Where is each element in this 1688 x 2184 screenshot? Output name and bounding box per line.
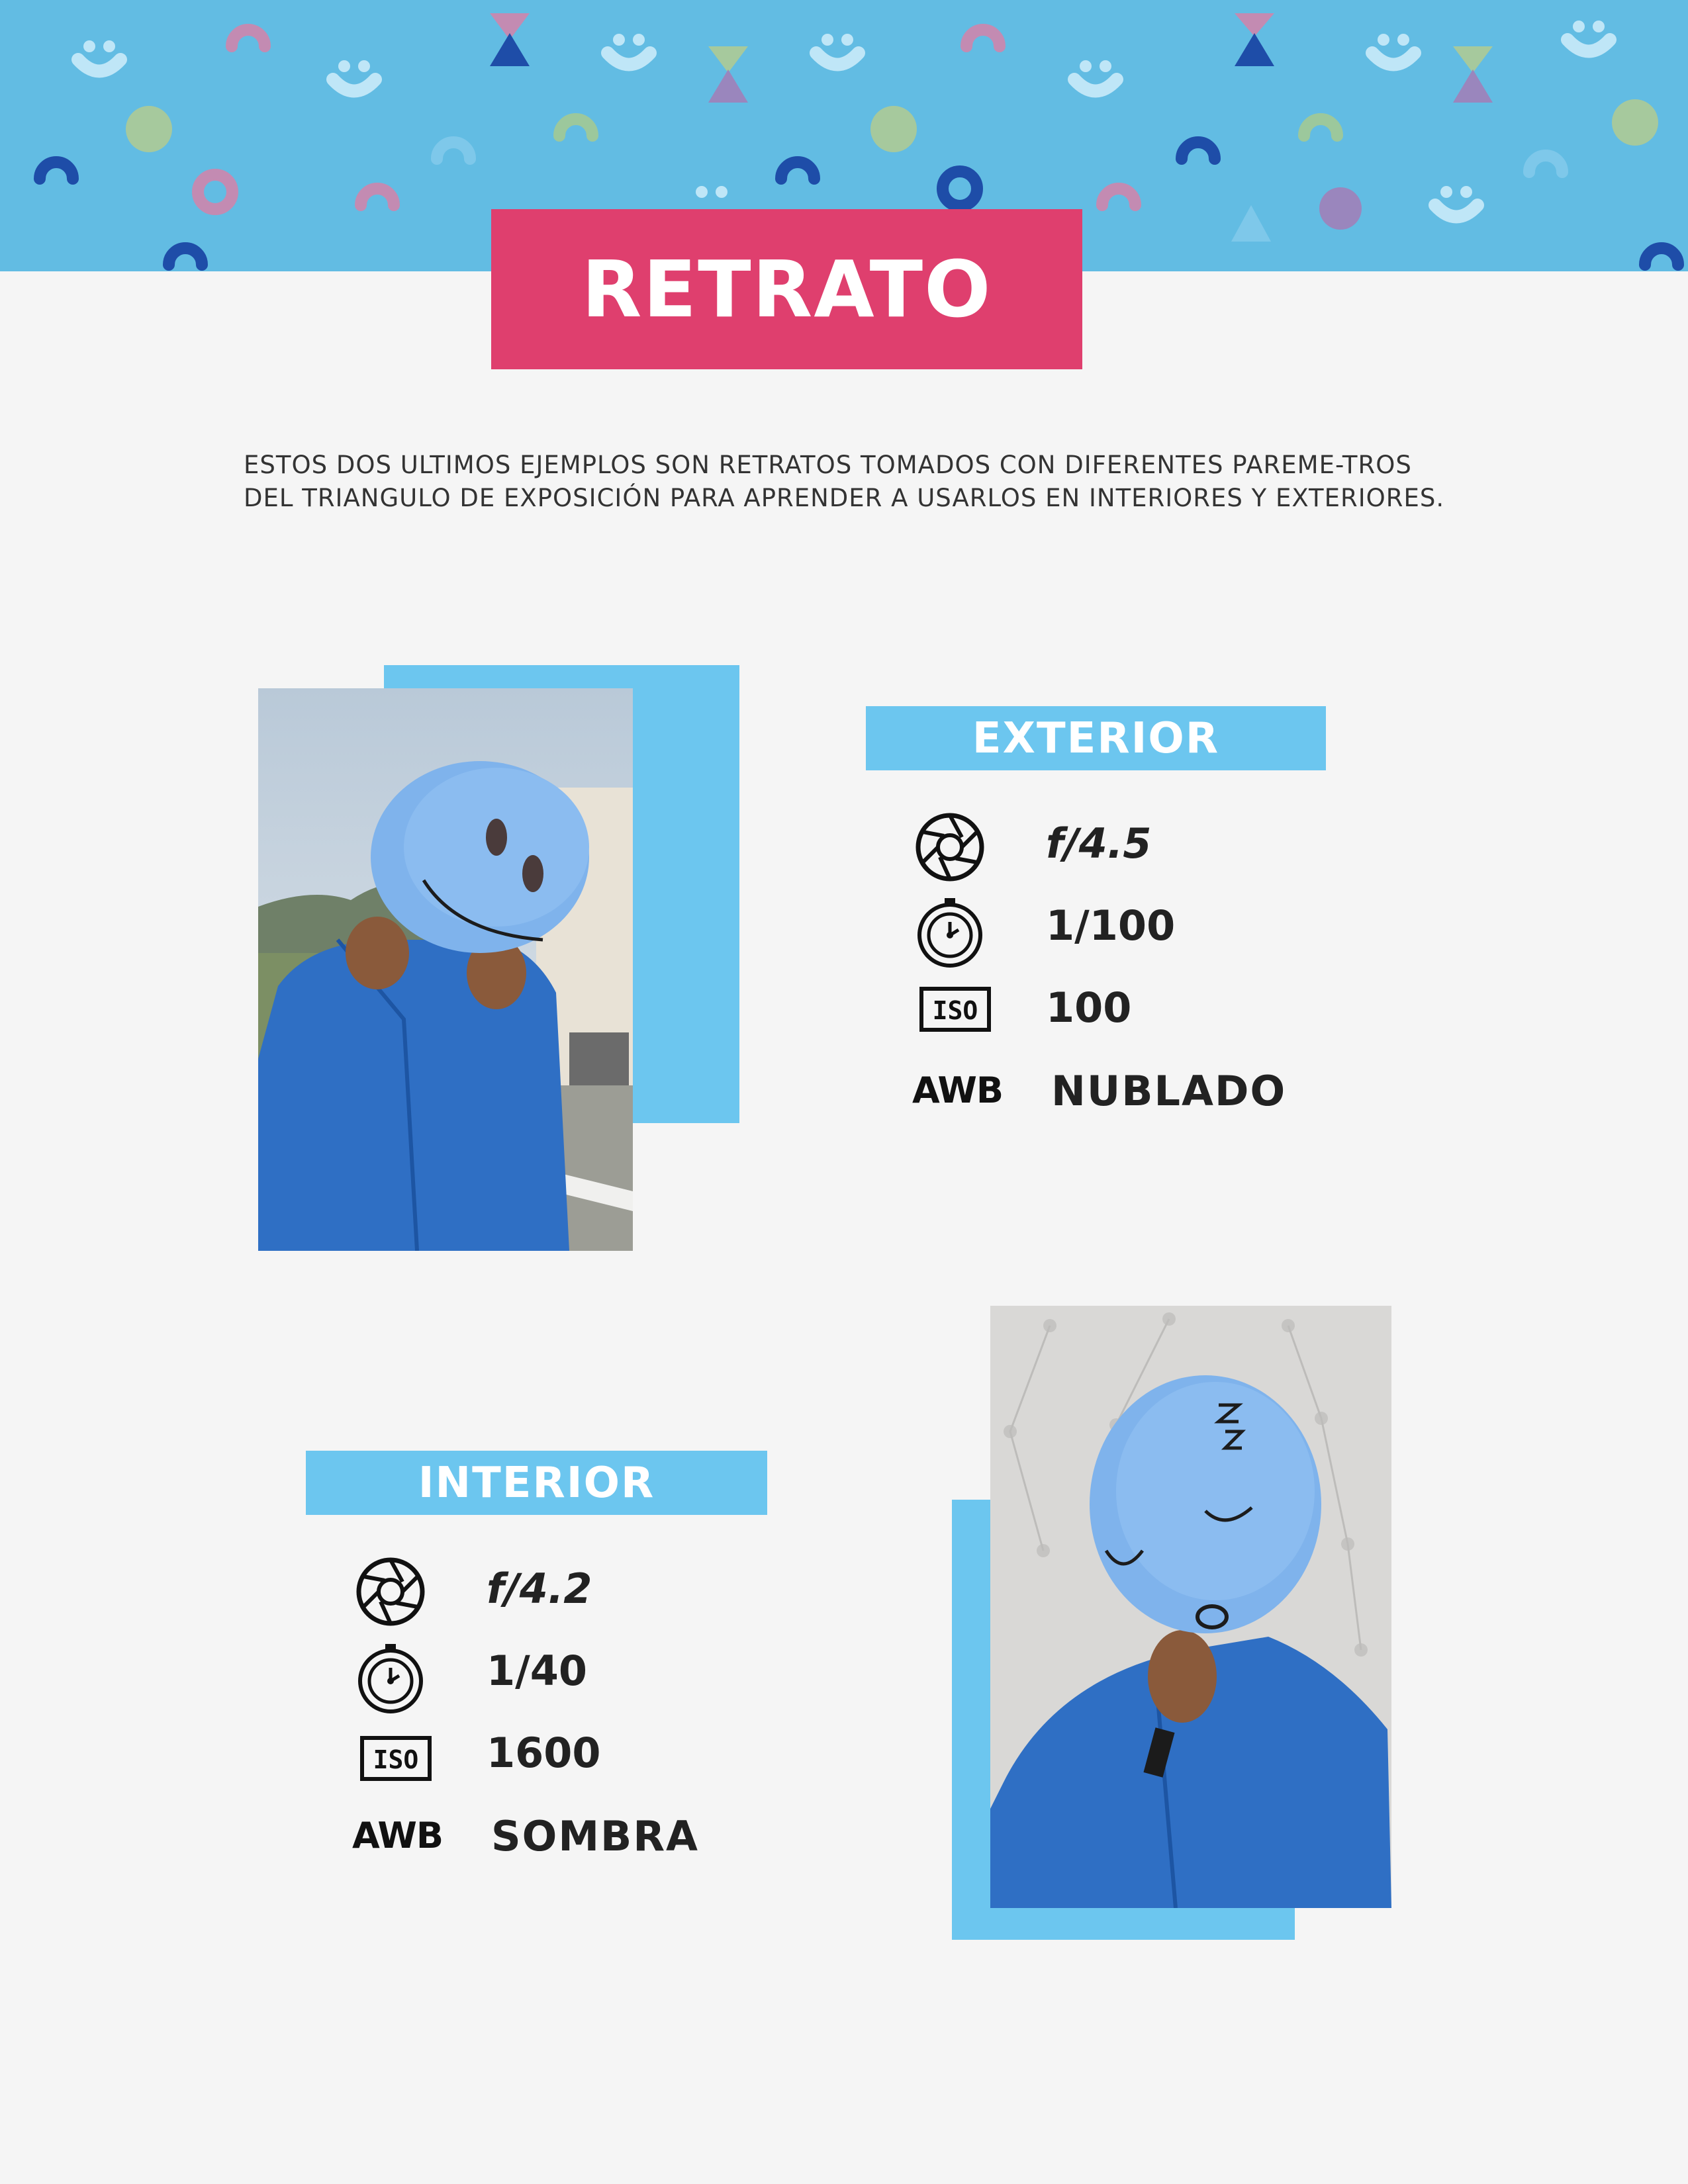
exterior-aperture-value: f/4.5 (1046, 819, 1152, 868)
interior-iso-value: 1600 (487, 1729, 601, 1777)
exterior-awb-label: AWB (912, 1069, 1004, 1111)
exterior-photo (258, 688, 633, 1251)
aperture-icon (914, 811, 986, 886)
page-title: RETRATO (581, 244, 992, 335)
smiley-icon (83, 21, 1605, 198)
interior-shutter-value: 1/40 (487, 1647, 588, 1695)
aperture-icon (354, 1555, 427, 1631)
iso-icon (919, 986, 992, 1035)
interior-label-text: INTERIOR (418, 1458, 655, 1508)
exterior-label-text: EXTERIOR (972, 713, 1220, 763)
exterior-awb-value: NUBLADO (1051, 1067, 1287, 1115)
interior-awb-label: AWB (352, 1815, 444, 1856)
iso-icon (359, 1735, 432, 1784)
interior-photo (990, 1306, 1391, 1908)
stopwatch-icon (914, 897, 986, 972)
svg-text:ISO: ISO (932, 996, 978, 1025)
interior-awb-value: SOMBRA (491, 1812, 700, 1860)
stopwatch-icon (354, 1643, 427, 1718)
exterior-label (866, 706, 1326, 770)
interior-label (306, 1451, 767, 1515)
intro-paragraph: ESTOS DOS ULTIMOS EJEMPLOS SON RETRATOS TOMADOS CON DIFERENTES PAREME-TROS DEL TRIANGULO DE EXPOSICIÓN PARA APRENDER A USARLOS EN INTERIORES Y EXTERIORES. (244, 451, 1445, 512)
exterior-iso-value: 100 (1046, 983, 1132, 1032)
title-box (491, 209, 1082, 369)
interior-aperture-value: f/4.2 (487, 1565, 592, 1613)
svg-text:ISO: ISO (373, 1745, 419, 1774)
exterior-shutter-value: 1/100 (1046, 901, 1176, 950)
